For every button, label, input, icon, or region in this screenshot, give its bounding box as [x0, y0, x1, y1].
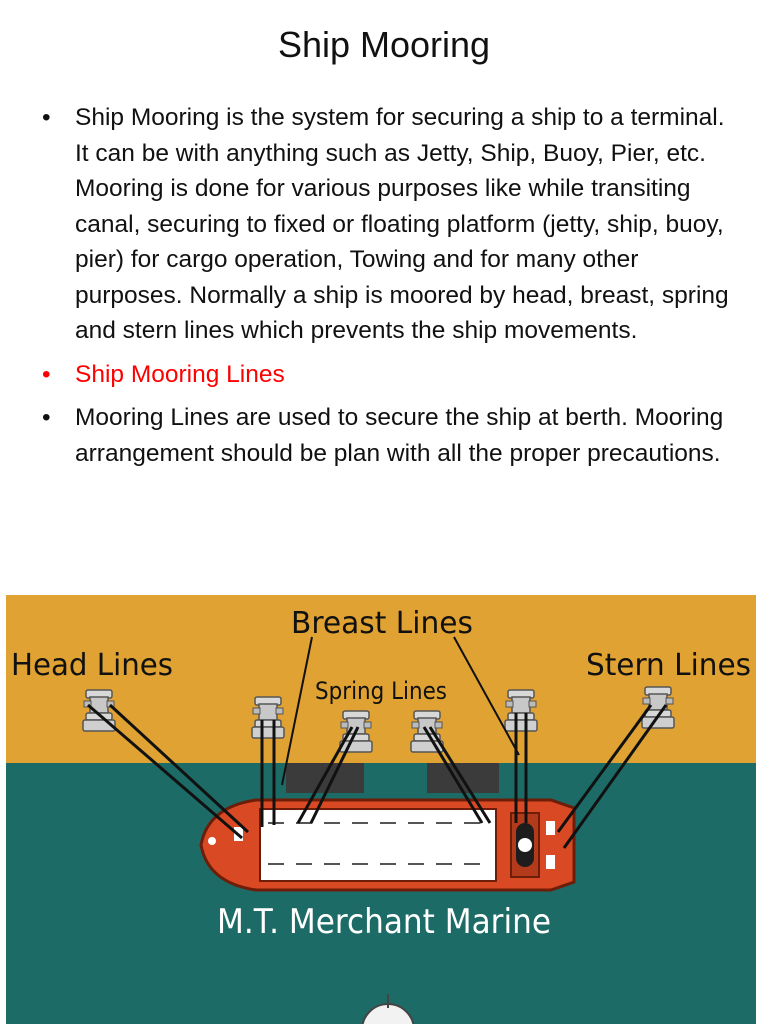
- label-stern-lines: Stern Lines: [586, 648, 751, 683]
- bullet-glyph: •: [42, 404, 51, 431]
- bullet-text: Ship Mooring is the system for securing a ship to a terminal. It can be with anything such as Jetty, Ship, Buoy, Pier, etc. Mooring is done for various purposes like while transiting canal, securing to fixed or floating platform (jetty, ship, buoy, pier) for cargo operation, Towing and for many other purposes. Normally a ship is moored by head, breast, spring and stern lines which prevents the ship movements.: [75, 104, 729, 344]
- bullet-text: Mooring Lines are used to secure the ship at berth. Mooring arrangement should be plan with all the proper precautions.: [75, 404, 724, 467]
- bullet-mooring-lines-description: [40, 400, 730, 471]
- ship: [201, 800, 574, 890]
- ship-deck: [260, 809, 496, 881]
- bullet-mooring-lines-heading: [40, 357, 730, 393]
- slide-title: Ship Mooring: [277, 24, 491, 65]
- bullet-list: [40, 100, 730, 479]
- bullet-glyph: •: [42, 104, 51, 131]
- bullet-text: Ship Mooring Lines: [75, 360, 285, 388]
- mooring-diagram-svg: [6, 595, 756, 1024]
- bullet-glyph: •: [42, 360, 51, 388]
- label-head-lines: Head Lines: [11, 648, 173, 683]
- mooring-diagram: [6, 595, 756, 1024]
- label-ship-name: M.T. Merchant Marine: [217, 902, 551, 942]
- bullet-mooring-definition: [40, 100, 730, 349]
- label-breast-lines: Breast Lines: [291, 606, 473, 641]
- label-spring-lines: Spring Lines: [315, 677, 447, 705]
